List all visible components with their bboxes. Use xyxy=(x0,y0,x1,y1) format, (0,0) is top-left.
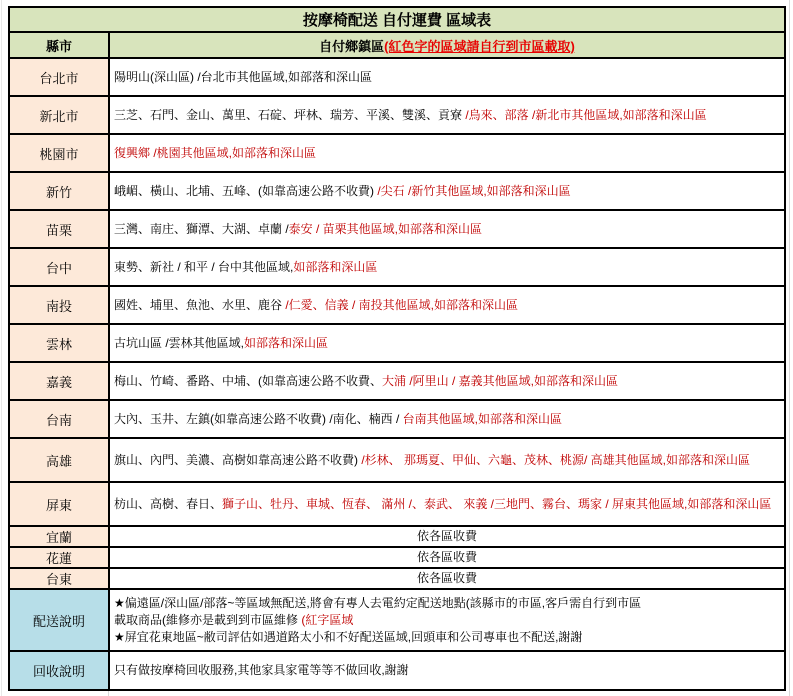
county-row xyxy=(9,362,785,400)
county-row xyxy=(9,482,785,526)
zone-text-red: 復興鄉 /桃園其他區域,如部落和深山區 xyxy=(114,145,317,160)
zone-header-black-text: 自付鄉鎮區 xyxy=(319,38,385,54)
zone-text-black: 旗山、內門、美濃、高樹如靠高速公路不收費) xyxy=(114,452,362,467)
zone-header-red-text: (紅色字的區域請自行到市區載取) xyxy=(384,38,575,54)
zone-text-black: 載取商品(維修亦是載到到市區維修 xyxy=(114,612,302,627)
zone-text-black: 古坑山區 /雲林其他區域, xyxy=(114,335,245,350)
zone-text-red: 台南其他區域,如部落和深山區 xyxy=(402,411,563,426)
county-row xyxy=(9,96,785,134)
zone-cell xyxy=(109,568,785,589)
zone-text-black: 依各區收費 xyxy=(416,529,477,543)
zone-text-red: 大浦 /阿里山 / 嘉義其他區域,如部落和深山區 xyxy=(382,373,619,388)
note-cell xyxy=(109,589,785,651)
zone-cell xyxy=(109,362,785,400)
note-row xyxy=(9,651,785,690)
header-row xyxy=(9,32,785,58)
county-row xyxy=(9,568,785,589)
zone-text-black: 東勢、新社 / 和平 / 台中其他區域, xyxy=(114,259,294,274)
county-row xyxy=(9,526,785,547)
note-row xyxy=(9,589,785,651)
county-row xyxy=(9,172,785,210)
county-label: 宜蘭 xyxy=(9,526,109,547)
zone-cell xyxy=(109,172,785,210)
zone-text-black: 國姓、埔里、魚池、水里、鹿谷 xyxy=(114,297,286,312)
zone-cell xyxy=(109,547,785,568)
zone-cell xyxy=(109,438,785,482)
zone-cell xyxy=(109,400,785,438)
zone-text-black: 三灣、南庄、獅潭、大湖、卓蘭 / xyxy=(114,221,289,236)
zone-cell xyxy=(109,482,785,526)
zone-text-red: 獅子山、牡丹、車城、恆春、 滿州 /、泰武、 來義 /三地門、霧台、瑪家 / 屏東其他區域,如部落和深山區 xyxy=(222,496,772,511)
note-label: 回收說明 xyxy=(9,651,109,690)
county-label: 新竹 xyxy=(9,172,109,210)
county-row xyxy=(9,547,785,568)
county-label: 南投 xyxy=(9,286,109,324)
county-label: 台東 xyxy=(9,568,109,589)
county-row xyxy=(9,248,785,286)
zone-text-red: 如部落和深山區 xyxy=(244,335,329,350)
county-label: 花蓮 xyxy=(9,547,109,568)
zone-text-black: 依各區收費 xyxy=(416,571,477,585)
zone-text-red: /仁愛、信義 / 南投其他區域,如部落和深山區 xyxy=(285,297,519,312)
zone-text-red: /烏來、部落 /新北市其他區域,如部落和深山區 xyxy=(465,107,707,122)
table-title: 按摩椅配送 自付運費 區域表 xyxy=(9,7,785,32)
county-row xyxy=(9,400,785,438)
county-label: 屏東 xyxy=(9,482,109,526)
zone-cell xyxy=(109,96,785,134)
note-line xyxy=(114,662,780,679)
gridline-left xyxy=(1,0,2,696)
county-label: 苗栗 xyxy=(9,210,109,248)
delivery-zone-table xyxy=(8,6,786,691)
zone-text-red: /杉林、 那瑪夏、甲仙、六龜、茂林、桃源/ 高雄其他區域,如部落和深山區 xyxy=(361,452,751,467)
gridline-right xyxy=(789,0,790,696)
zone-cell xyxy=(109,210,785,248)
note-cell xyxy=(109,651,785,690)
zone-text-black: ★屏宜花東地區~敝司評估如遇道路太小和不好配送區域,回頭車和公司專車也不配送,謝謝 xyxy=(114,629,583,644)
county-header-cell: 縣市 xyxy=(9,32,109,58)
county-row xyxy=(9,286,785,324)
zone-cell xyxy=(109,526,785,547)
zone-text-black: 陽明山(深山區) /台北市其他區域,如部落和深山區 xyxy=(114,69,372,84)
zone-text-black: 梅山、竹崎、番路、中埔、(如靠高速公路不收費、 xyxy=(114,373,382,388)
zone-text-black: 大內、玉井、左鎮(如靠高速公路不收費) /南化、楠西 / xyxy=(114,411,403,426)
zone-text-black: 枋山、高樹、春日、 xyxy=(114,496,223,511)
county-label: 雲林 xyxy=(9,324,109,362)
zone-cell xyxy=(109,58,785,96)
zone-text-black: 三芝、石門、金山、萬里、石碇、坪林、瑞芳、平溪、雙溪、貢寮 xyxy=(114,107,466,122)
title-row xyxy=(9,7,785,32)
county-row xyxy=(9,210,785,248)
zone-cell xyxy=(109,134,785,172)
note-line xyxy=(114,595,780,612)
note-line xyxy=(114,629,780,646)
county-row xyxy=(9,324,785,362)
zone-table-body xyxy=(9,7,785,690)
zone-text-red: /尖石 /新竹其他區域,如部落和深山區 xyxy=(377,183,571,198)
zone-text-black: ★偏遠區/深山區/部落~等區域無配送,將會有專人去電約定配送地點(該縣市的市區,客戶需自行到市區 xyxy=(114,595,642,610)
county-label: 台中 xyxy=(9,248,109,286)
zone-cell xyxy=(109,324,785,362)
zone-cell xyxy=(109,286,785,324)
zone-text-black: 峨嵋、橫山、北埔、五峰、(如靠高速公路不收費) xyxy=(114,183,378,198)
county-row xyxy=(9,58,785,96)
zone-cell xyxy=(109,248,785,286)
county-label: 嘉義 xyxy=(9,362,109,400)
zone-text-red: (紅字區域 xyxy=(301,612,354,627)
county-label: 新北市 xyxy=(9,96,109,134)
zone-text-black: 只有做按摩椅回收服務,其他家具家電等等不做回收,謝謝 xyxy=(114,663,409,677)
county-label: 台北市 xyxy=(9,58,109,96)
zone-text-black: 依各區收費 xyxy=(416,550,477,564)
zone-text-red: 如部落和深山區 xyxy=(293,259,378,274)
county-row xyxy=(9,438,785,482)
zone-header-cell xyxy=(109,32,785,58)
note-label: 配送說明 xyxy=(9,589,109,651)
zone-text-red: 泰安 / 苗栗其他區域,如部落和深山區 xyxy=(288,221,483,236)
county-label: 桃園市 xyxy=(9,134,109,172)
county-row xyxy=(9,134,785,172)
county-label: 高雄 xyxy=(9,438,109,482)
county-label: 台南 xyxy=(9,400,109,438)
note-line xyxy=(114,612,780,629)
